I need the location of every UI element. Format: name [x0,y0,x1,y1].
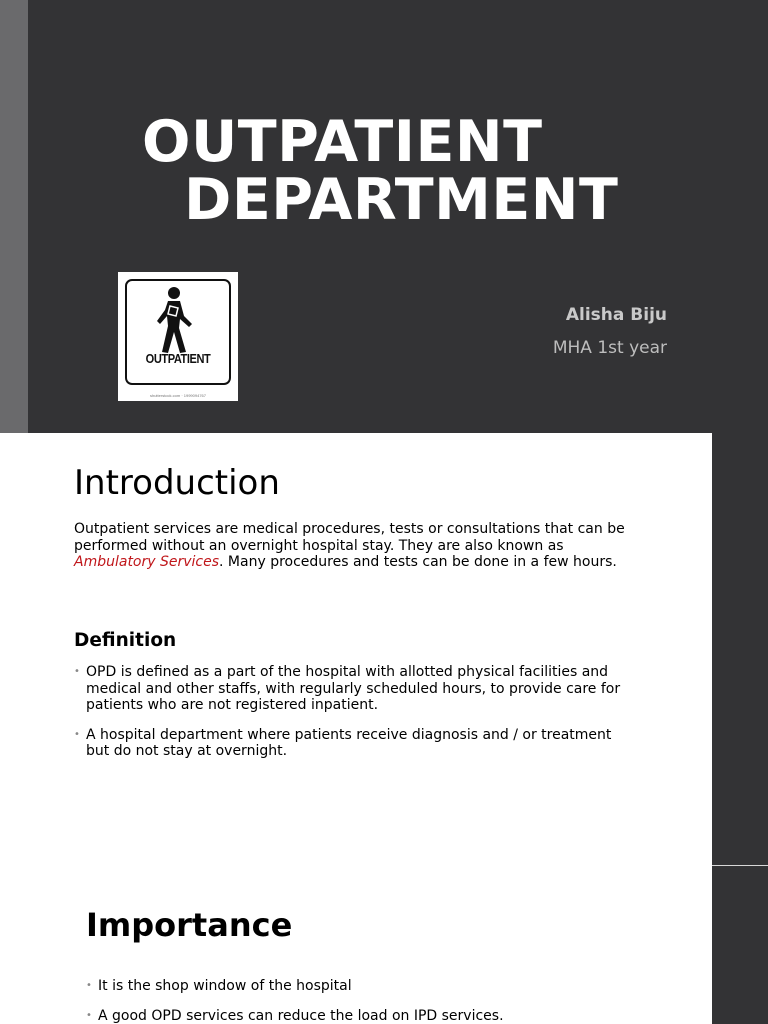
title-slide-side-bar [0,0,28,433]
title-line-2: DEPARTMENT [184,167,619,233]
bullet-icon: • [86,980,92,991]
author-name: Alisha Biju [565,305,667,325]
definition-bullet-text: OPD is defined as a part of the hospital with allotted physical facilities and medical and other staffs, with regularly scheduled hours, to provide care for patients who are not registered inpatient. [86,664,621,713]
importance-heading: Importance [86,906,293,944]
importance-list [86,978,646,1024]
logo-credit: shutterstock.com · 1999094767 [149,393,207,398]
presentation-title [142,109,662,233]
walking-person-icon [148,286,200,354]
definition-list [74,664,634,773]
outpatient-logo [118,272,238,401]
intro-text-after: . Many procedures and tests can be done in a few hours. [219,554,617,570]
logo-caption: OUTPATIENT [145,351,211,366]
list-item [86,1008,646,1024]
importance-bullet-text: It is the shop window of the hospital [98,978,352,994]
definition-bullet-text: A hospital department where patients receive diagnosis and / or treatment but do not stay at overnight. [86,726,612,759]
list-item [86,978,646,995]
introduction-paragraph [74,521,644,571]
list-item [74,727,634,760]
importance-bullet-text: A good OPD services can reduce the load on IPD services. [98,1007,504,1024]
intro-text-before: Outpatient services are medical procedures, tests or consultations that can be performed without an overnight hospital stay. They are also known as [74,521,625,554]
title-line-1: OUTPATIENT [142,109,543,175]
ambulatory-services-emphasis: Ambulatory Services [74,554,220,570]
title-slide [0,0,768,433]
slide3-right-margin [712,866,768,1024]
author-role: MHA 1st year [552,338,667,358]
definition-heading: Definition [74,630,177,651]
slide2-right-margin [712,433,768,865]
bullet-icon: • [74,666,80,677]
introduction-heading: Introduction [74,463,280,503]
bullet-icon: • [74,728,80,740]
bullet-icon: • [86,1009,92,1021]
list-item [74,664,634,714]
